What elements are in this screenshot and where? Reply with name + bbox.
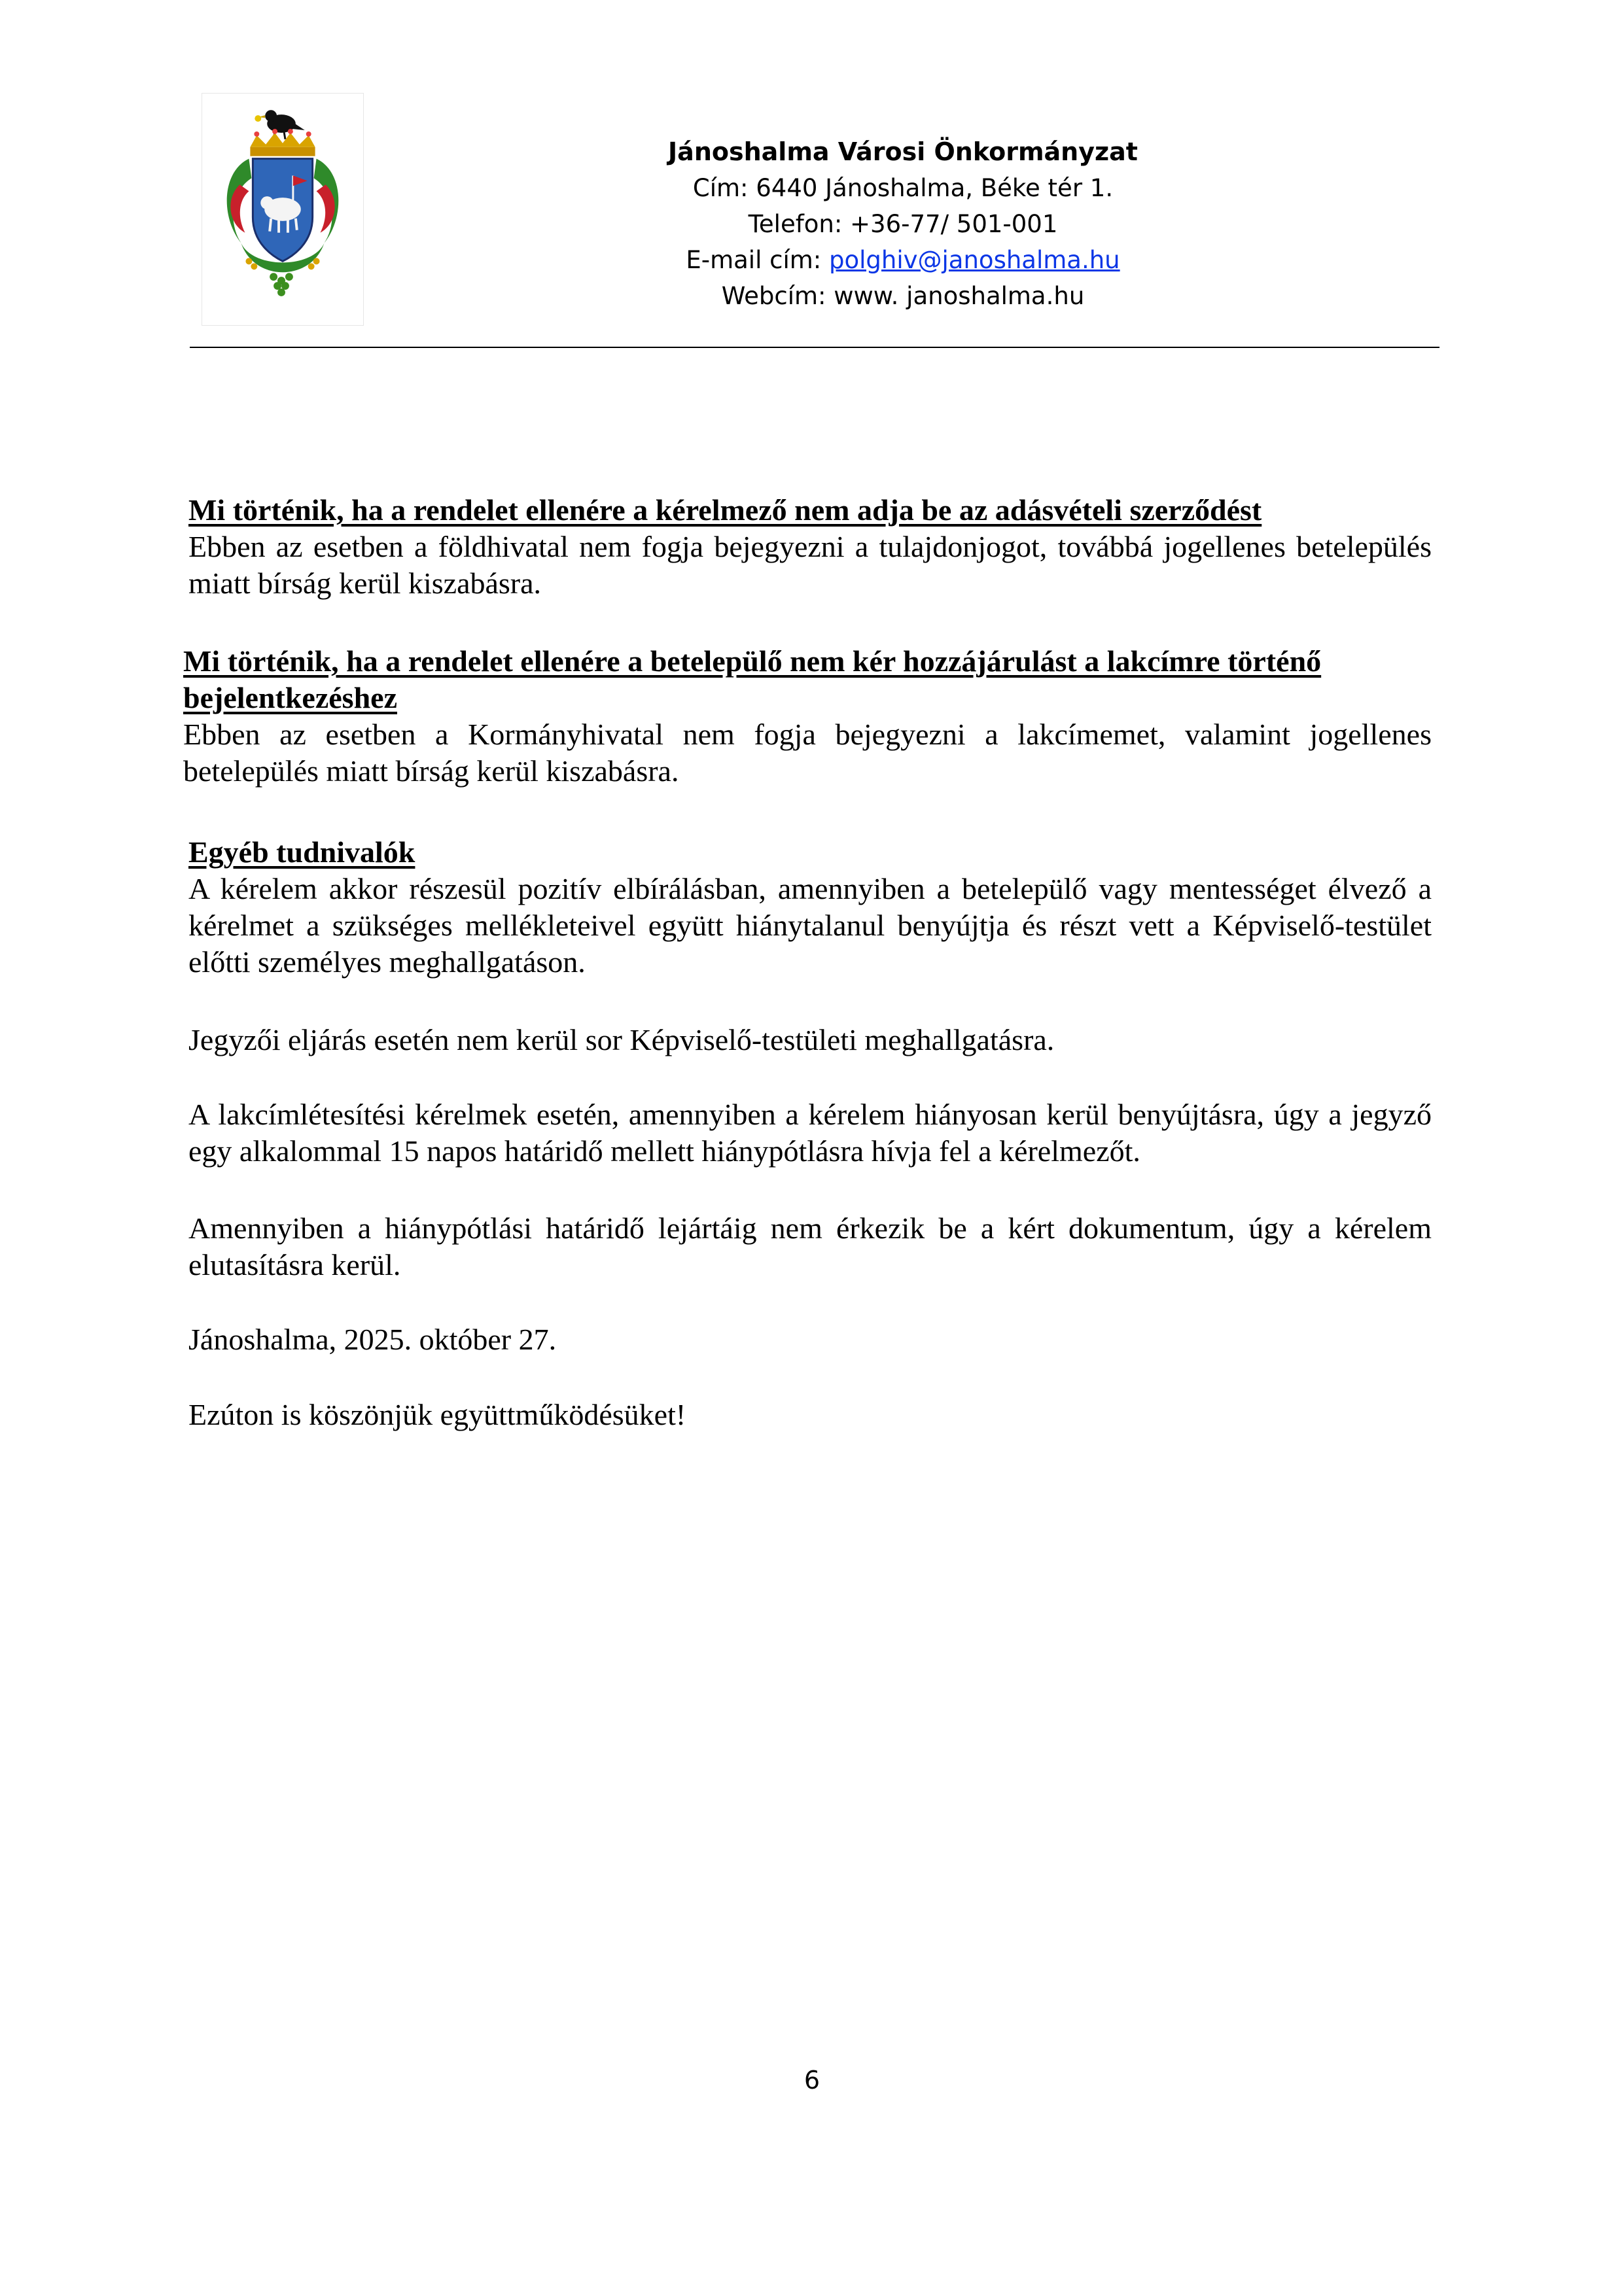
section-3-text: A kérelem akkor részesül pozitív elbírálásban, amennyiben a betelepülő vagy mentességet élvező a kérelmet a szükséges mellékleteivel együtt hiánytalanul benyújtja és részt vett a Képviselő-testület előtti személyes meghallgatáson. — [188, 872, 1432, 979]
org-email-link[interactable]: polghiv@janoshalma.hu — [829, 246, 1120, 274]
section-2 — [183, 643, 1432, 790]
closing-thanks: Ezúton is köszönjük együttműködésüket! — [188, 1398, 686, 1431]
section-1-text: Ebben az esetben a földhivatal nem fogja bejegyezni a tulajdonjogot, továbbá jogellenes betelepülés miatt bírság kerül kiszabásra. — [188, 530, 1432, 600]
section-3-heading: Egyéb tudnivalók — [188, 835, 415, 869]
org-address: Cím: 6440 Jánoshalma, Béke tér 1. — [692, 174, 1114, 202]
section-2-heading: Mi történik, ha a rendelet ellenére a betelepülő nem kér hozzájárulást a lakcímre történő bejelentkezéshez — [183, 644, 1322, 714]
letterhead — [458, 134, 1348, 314]
org-phone: Telefon: +36-77/ 501-001 — [748, 210, 1058, 238]
rejection-paragraph: Amennyiben a hiánypótlási határidő lejártáig nem érkezik be a kért dokumentum, úgy a kérelem elutasításra kerül. — [188, 1211, 1432, 1281]
section-3 — [188, 834, 1432, 981]
coat-of-arms-logo — [202, 93, 364, 326]
section-1 — [188, 492, 1432, 602]
section-1-heading: Mi történik, ha a rendelet ellenére a kérelmező nem adja be az adásvételi szerződést — [188, 493, 1262, 527]
page-number: 6 — [803, 2066, 821, 2095]
org-web: Webcím: www. janoshalma.hu — [721, 282, 1085, 310]
coat-of-arms-icon — [202, 94, 363, 325]
section-2-text: Ebben az esetben a Kormányhivatal nem fogja bejegyezni a lakcímemet, valamint jogellenes betelepülés miatt bírság kerül kiszabásra. — [183, 718, 1432, 788]
org-email-label: E-mail cím: — [686, 246, 830, 274]
org-email-line — [458, 242, 1348, 278]
header-divider — [190, 347, 1439, 348]
org-name: Jánoshalma Városi Önkormányzat — [668, 137, 1138, 166]
place-date: Jánoshalma, 2025. október 27. — [188, 1323, 557, 1356]
deficiency-paragraph: A lakcímlétesítési kérelmek esetén, amennyiben a kérelem hiányosan kerül benyújtásra, úgy a jegyző egy alkalommal 15 napos határidő mellett hiánypótlásra hívja fel a kérelmezőt. — [188, 1098, 1432, 1168]
notary-paragraph: Jegyzői eljárás esetén nem kerül sor Képviselő-testületi meghallgatásra. — [188, 1023, 1055, 1056]
